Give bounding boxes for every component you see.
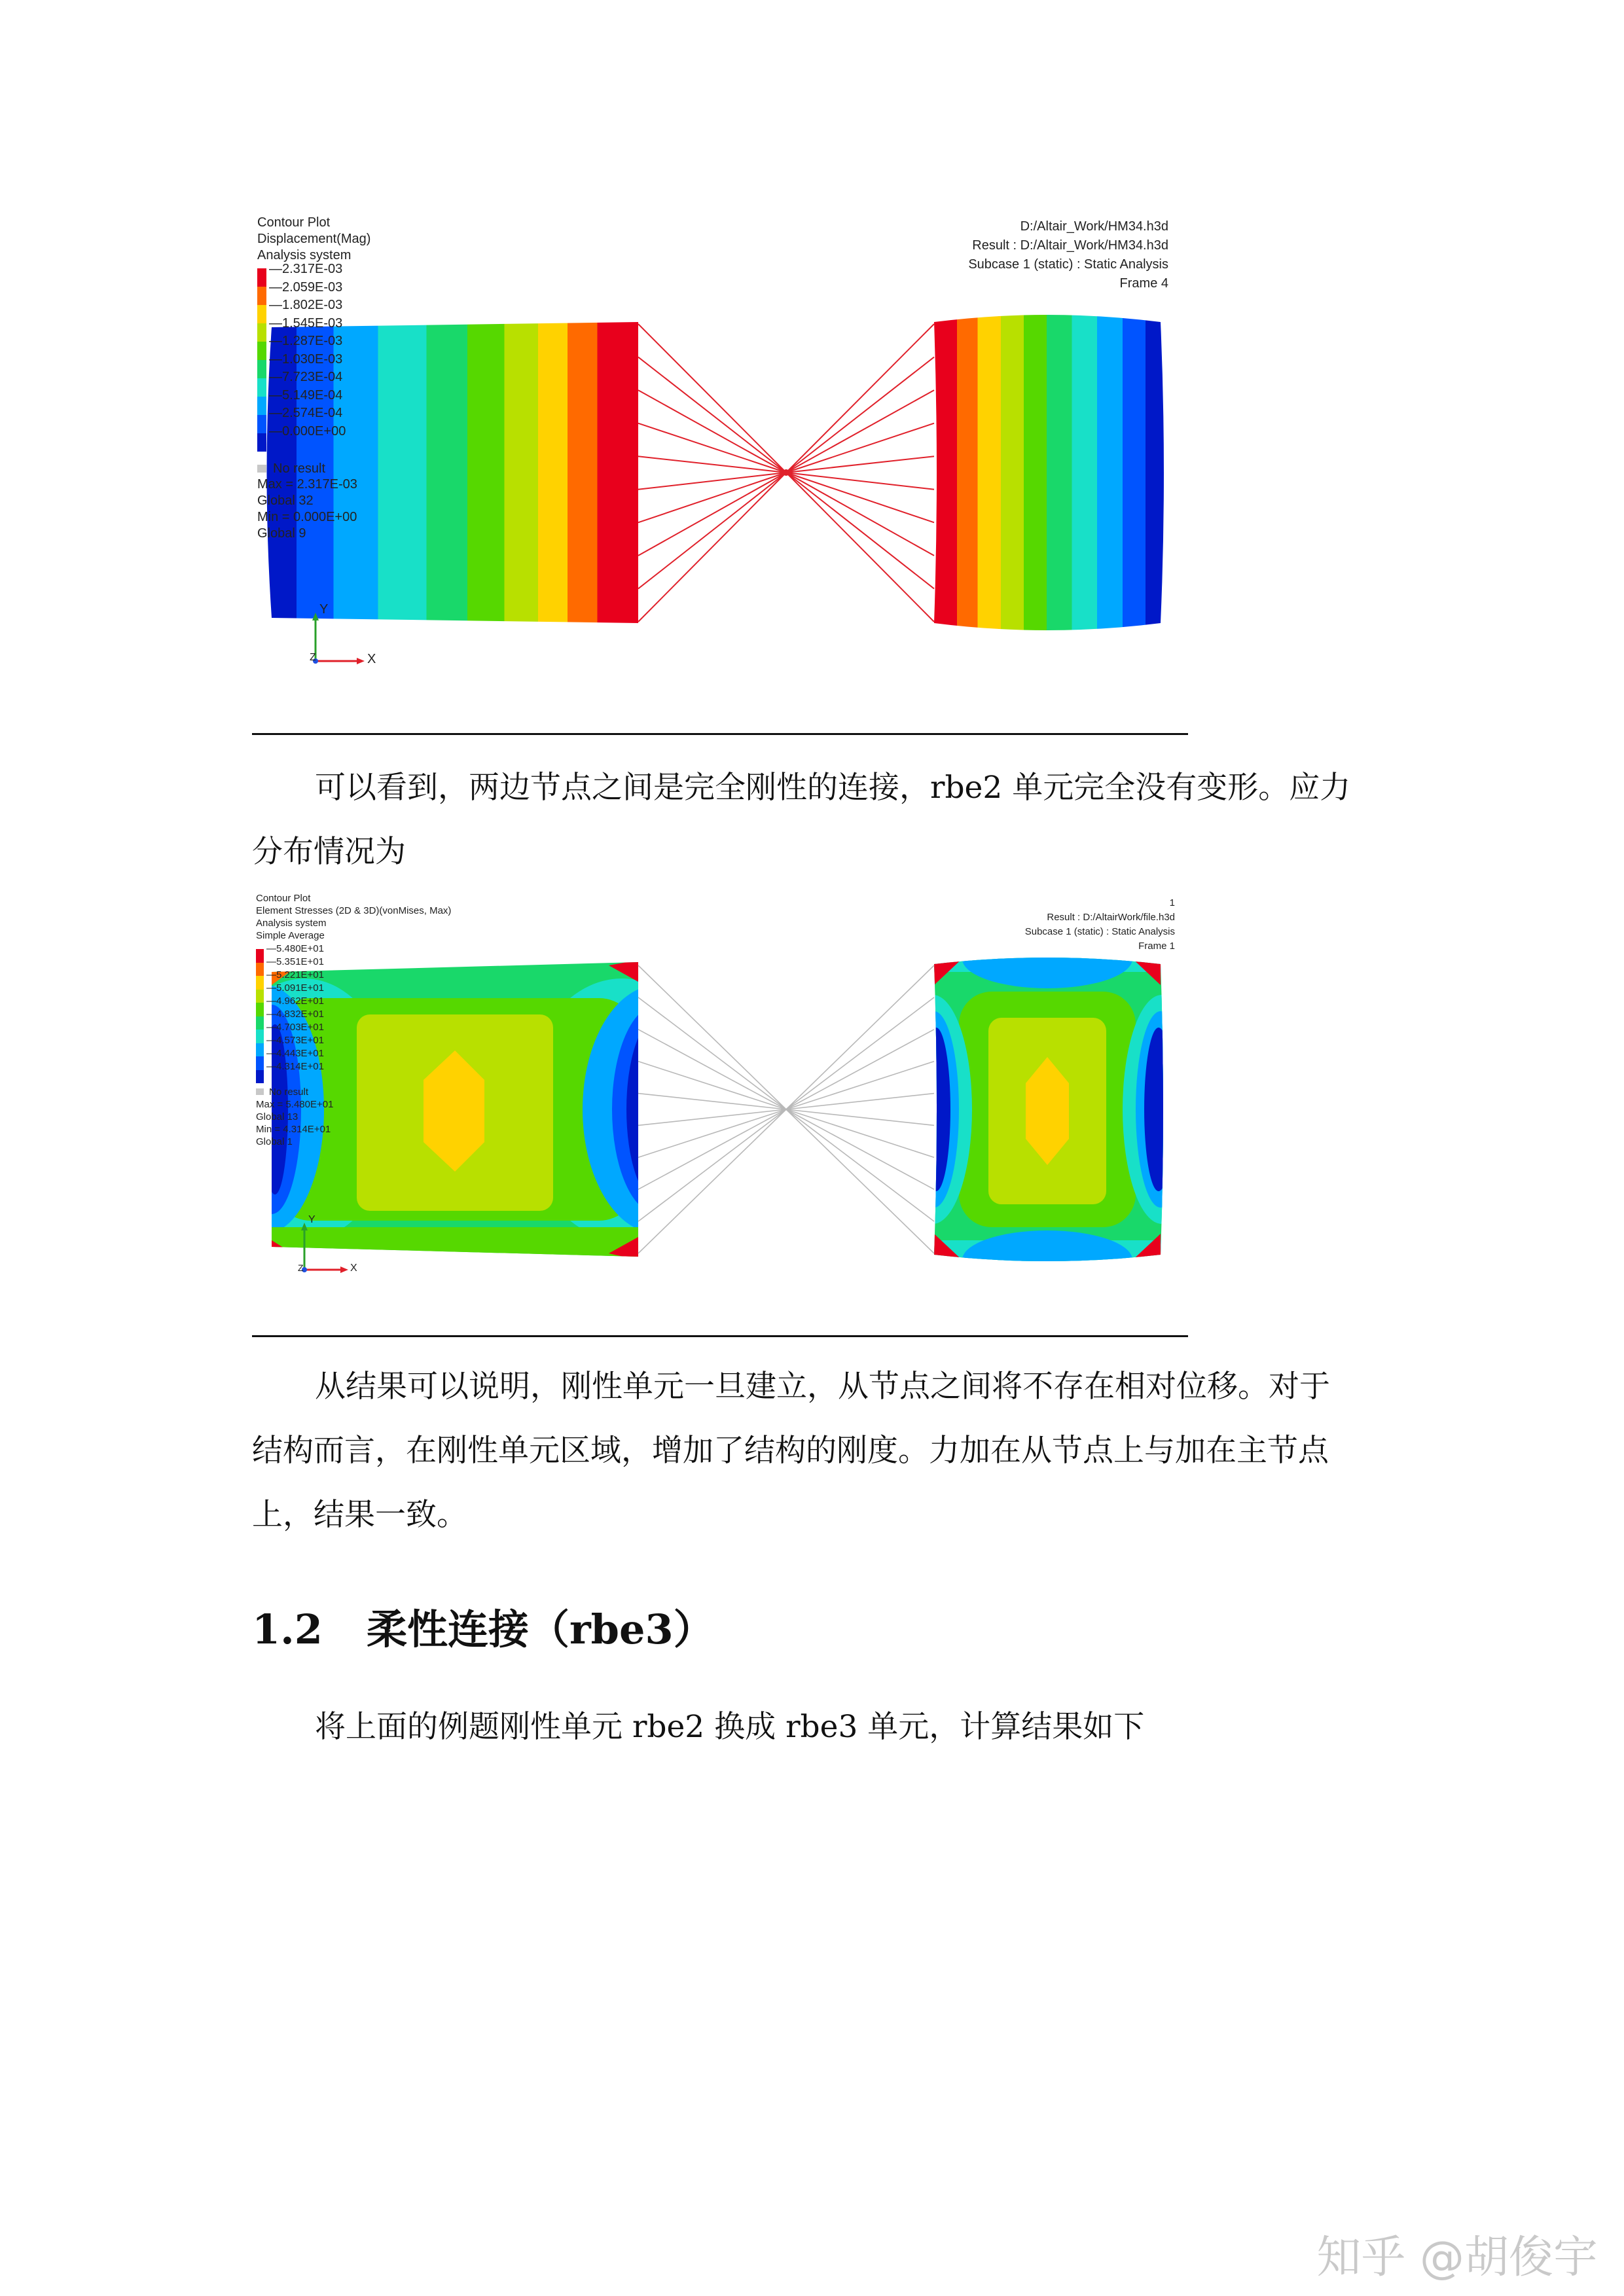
paragraph-rigid-result	[252, 1355, 1398, 1547]
rbe-leg-line	[638, 390, 786, 473]
master-node	[783, 469, 789, 476]
rbe-leg-line	[638, 324, 786, 473]
rbe-leg-line	[786, 1109, 934, 1253]
legend-value: —5.480E+01	[266, 943, 324, 954]
rbe-leg-line	[786, 1094, 934, 1109]
paragraph-rigid-connection	[252, 756, 1398, 884]
rbe-leg-line	[786, 473, 934, 588]
result2-info: 1 Result : D:/AltairWork/file.h3d Subcase 1 (static) : Static Analysis Frame 1	[1024, 897, 1175, 952]
paragraph2-line2: 结构而言，在刚性单元区域，增加了结构的刚度。力加在从节点上与加在主节点	[252, 1433, 1329, 1469]
legend-swatch	[256, 949, 264, 963]
paragraph3-line1: 将上面的例题刚性单元 rbe2 换成 rbe3 单元，计算结果如下	[315, 1709, 1145, 1745]
axis-x-label: X	[367, 652, 376, 666]
figure-stress-contour	[252, 887, 1188, 1293]
rbe-leg-line	[786, 1109, 934, 1221]
rbe-leg-line	[638, 997, 786, 1109]
paragraph1-line1: 可以看到，两边节点之间是完全刚性的连接，rbe2 单元完全没有变形。应力	[315, 770, 1351, 806]
rbe-leg-line	[638, 357, 786, 473]
legend-value: —4.832E+01	[266, 1009, 324, 1020]
rbe-leg-line	[638, 1109, 786, 1221]
rbe-leg-line	[786, 997, 934, 1109]
rbe-leg-line	[786, 1109, 934, 1189]
rbe-leg-line	[786, 1109, 934, 1125]
rbe-leg-line	[786, 473, 934, 556]
legend-swatch	[256, 1030, 264, 1043]
legend-swatch	[257, 360, 266, 378]
rbe-leg-line	[638, 473, 786, 522]
legend2-max-min: Max = 5.480E+01 Global 13 Min = 4.314E+01 Global 1	[256, 1099, 334, 1147]
axis-y-label: Y	[319, 602, 329, 617]
paragraph-rbe3-intro	[252, 1695, 1398, 1759]
legend-value: —5.221E+01	[266, 969, 324, 980]
legend-swatch	[257, 268, 266, 287]
legend-swatch	[257, 305, 266, 323]
rbe-leg-line	[786, 390, 934, 473]
rbe-leg-line	[638, 1109, 786, 1157]
legend-value: —0.000E+00	[269, 423, 346, 439]
rbe-leg-line	[786, 965, 934, 1109]
legend-value: —5.091E+01	[266, 982, 324, 994]
legend-value: —5.351E+01	[266, 956, 324, 967]
axis2-x-label: X	[350, 1263, 357, 1274]
legend-value: —4.314E+01	[266, 1061, 324, 1072]
rbe-leg-line	[786, 473, 934, 490]
rbe-leg-line	[638, 1109, 786, 1253]
section-number: 1.2	[252, 1605, 323, 1653]
legend-swatch	[257, 415, 266, 433]
rbe-leg-line	[638, 1109, 786, 1125]
rbe-leg-line	[638, 1062, 786, 1109]
legend-value: —2.574E-04	[269, 406, 343, 420]
rbe-leg-line	[638, 473, 786, 490]
legend-value: —4.443E+01	[266, 1048, 324, 1059]
rbe-leg-line	[786, 473, 934, 522]
axis-z-label: Z	[310, 652, 316, 663]
legend-values	[269, 260, 346, 440]
legend-value: —1.030E-03	[269, 351, 343, 367]
legend-result-type: Displacement(Mag)	[257, 232, 371, 246]
rbe-leg-line	[638, 1109, 786, 1189]
legend-swatch	[256, 1016, 264, 1030]
right-body-stress	[893, 929, 1188, 1289]
rbe-leg-line	[638, 1094, 786, 1109]
legend-swatch	[257, 287, 266, 305]
legend-swatch	[257, 378, 266, 397]
legend-swatch	[257, 323, 266, 342]
legend2-colorbar	[256, 949, 264, 1083]
legend-value: —2.317E-03	[269, 262, 343, 276]
legend-title: Contour Plot	[257, 215, 331, 230]
legend-value: —1.287E-03	[269, 334, 343, 348]
rbe-leg-line	[786, 1062, 934, 1109]
coordinate-triad	[312, 613, 365, 664]
legend2-values	[266, 942, 324, 1073]
legend-value: —2.059E-03	[269, 279, 343, 295]
legend-value: —4.703E+01	[266, 1022, 324, 1033]
legend-value: —4.573E+01	[266, 1035, 324, 1046]
rbe-leg-line	[786, 1109, 934, 1157]
rbe-leg-line	[786, 324, 934, 473]
axis2-y-label: Y	[308, 1214, 316, 1225]
legend-max-min: Max = 2.317E-03 Global 32 Min = 0.000E+00 Global 9	[257, 477, 357, 541]
rbe-leg-line	[638, 456, 786, 473]
figure1-bottom-rule	[252, 733, 1188, 735]
rbe-leg-line	[638, 1030, 786, 1109]
section-heading	[252, 1597, 714, 1655]
result-info: D:/Altair_Work/HM34.h3d Result : D:/Altair_Work/HM34.h3d Subcase 1 (static) : Static Analysis Frame 4	[968, 219, 1168, 291]
legend2-header: Contour Plot Element Stresses (2D & 3D)(vonMises, Max) Analysis system Simple Average	[256, 893, 452, 941]
legend-header	[257, 215, 370, 264]
legend-system: Analysis system	[257, 248, 352, 262]
legend-swatch	[256, 1043, 264, 1057]
rbe-leg-line	[638, 473, 786, 556]
legend-swatch	[256, 990, 264, 1003]
rbe-leg-line	[786, 1030, 934, 1109]
watermark: 知乎 @胡俊宇	[1316, 2232, 1598, 2284]
legend-swatch	[257, 433, 266, 452]
legend-swatch	[257, 342, 266, 360]
section-title: 柔性连接（rbe3）	[367, 1605, 714, 1653]
legend-colorbar	[257, 268, 266, 452]
rbe2-spider-lines-stress	[638, 965, 934, 1253]
legend-value: —7.723E-04	[269, 370, 343, 384]
legend-value: —4.962E+01	[266, 996, 324, 1007]
legend-swatch	[256, 1056, 264, 1070]
legend-swatch	[257, 397, 266, 415]
rbe-leg-line	[638, 473, 786, 588]
figure-displacement-contour	[252, 209, 1188, 681]
paragraph1-line2: 分布情况为	[252, 834, 406, 870]
axis2-z-label: Z	[298, 1263, 304, 1273]
figure2-bottom-rule	[252, 1335, 1188, 1337]
rbe-leg-line	[786, 473, 934, 622]
legend-value: —1.545E-03	[269, 315, 343, 331]
paragraph2-line3: 上，结果一致。	[252, 1497, 467, 1533]
rbe-leg-line	[638, 473, 786, 622]
legend-value: —1.802E-03	[269, 298, 343, 312]
legend2-no-result: No result	[256, 1086, 308, 1098]
legend-swatch	[256, 1003, 264, 1016]
legend-swatch	[256, 1070, 264, 1084]
legend-swatch	[256, 963, 264, 977]
right-body-displacement	[934, 315, 1164, 630]
rbe-leg-line	[786, 456, 934, 473]
legend-swatch	[256, 976, 264, 990]
paragraph2-line1: 从结果可以说明，刚性单元一旦建立，从节点之间将不存在相对位移。对于	[315, 1369, 1330, 1405]
legend-no-result: No result	[257, 461, 325, 476]
legend-value: —5.149E-04	[269, 387, 343, 403]
rbe-leg-line	[786, 357, 934, 473]
rbe-leg-line	[638, 965, 786, 1109]
